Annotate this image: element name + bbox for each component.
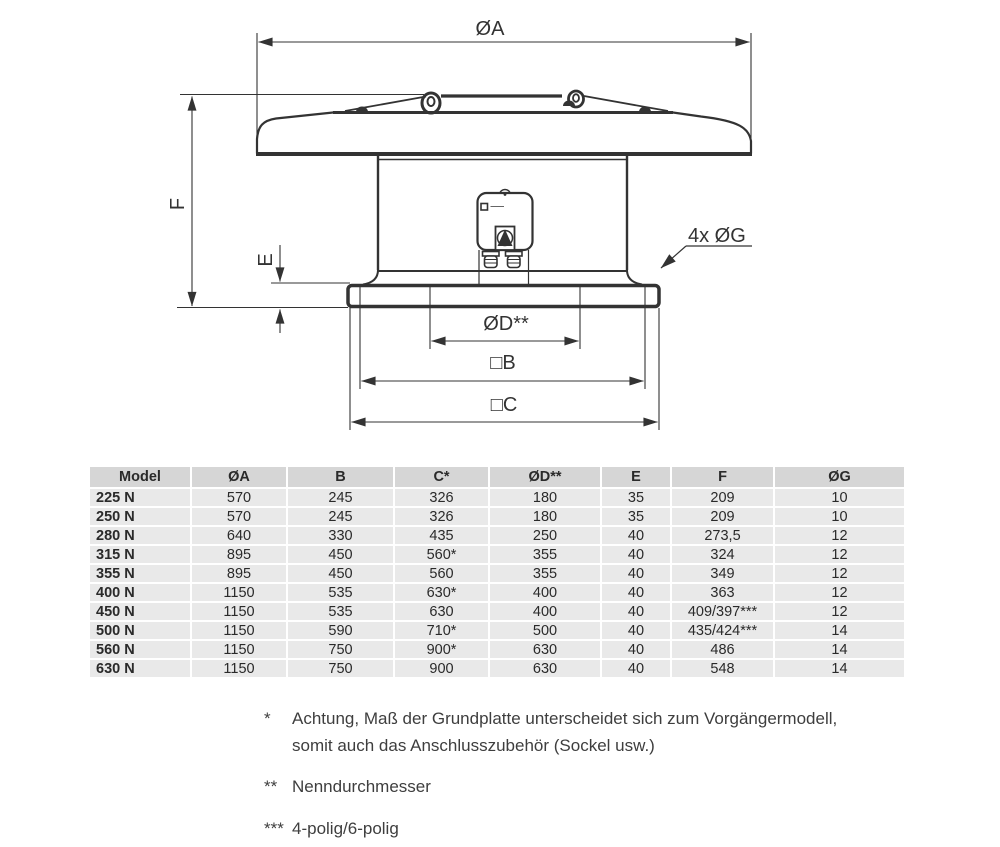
value-cell: 209 <box>672 489 773 506</box>
lifting-eye-left-icon <box>422 93 440 113</box>
value-cell: 535 <box>288 603 393 620</box>
value-cell: 630 <box>395 603 488 620</box>
value-cell: 324 <box>672 546 773 563</box>
model-cell: 500 N <box>90 622 190 639</box>
value-cell: 40 <box>602 546 670 563</box>
table-row <box>90 489 904 506</box>
value-cell: 500 <box>490 622 600 639</box>
value-cell: 450 <box>288 546 393 563</box>
model-cell: 560 N <box>90 641 190 658</box>
value-cell: 400 <box>490 603 600 620</box>
value-cell: 273,5 <box>672 527 773 544</box>
value-cell: 630 <box>490 641 600 658</box>
cable-glands-icon <box>483 252 523 268</box>
value-cell: 245 <box>288 508 393 525</box>
value-cell: 630* <box>395 584 488 601</box>
value-cell: 12 <box>775 565 904 582</box>
value-cell: 1150 <box>192 622 286 639</box>
dim-label-og: 4x ØG <box>688 225 746 247</box>
value-cell: 349 <box>672 565 773 582</box>
footnote-text: 4-polig/6-polig <box>292 818 399 838</box>
value-cell: 40 <box>602 565 670 582</box>
model-cell: 400 N <box>90 584 190 601</box>
dimension-table <box>88 465 906 679</box>
value-cell: 355 <box>490 546 600 563</box>
footnote-3 <box>264 815 924 842</box>
column-header: C* <box>395 467 488 487</box>
value-cell: 1150 <box>192 641 286 658</box>
model-cell: 225 N <box>90 489 190 506</box>
dim-label-e: E <box>255 253 277 267</box>
table-row <box>90 508 904 525</box>
table-row <box>90 565 904 582</box>
dim-og-callout <box>661 225 752 268</box>
value-cell: 710* <box>395 622 488 639</box>
value-cell: 560 <box>395 565 488 582</box>
table-row <box>90 584 904 601</box>
footnote-text: Achtung, Maß der Grundplatte unterscheidet sich zum Vorgängermodell, somit auch das Anschlusszubehör (Sockel usw.) <box>292 709 838 756</box>
value-cell: 400 <box>490 584 600 601</box>
value-cell: 40 <box>602 527 670 544</box>
table-row <box>90 660 904 677</box>
model-cell: 315 N <box>90 546 190 563</box>
value-cell: 40 <box>602 641 670 658</box>
model-cell: 280 N <box>90 527 190 544</box>
model-cell: 355 N <box>90 565 190 582</box>
table-row <box>90 546 904 563</box>
value-cell: 14 <box>775 641 904 658</box>
value-cell: 12 <box>775 546 904 563</box>
dim-label-oa: ØA <box>475 18 505 40</box>
column-header: ØA <box>192 467 286 487</box>
value-cell: 12 <box>775 584 904 601</box>
value-cell: 209 <box>672 508 773 525</box>
value-cell: 1150 <box>192 603 286 620</box>
value-cell: 750 <box>288 641 393 658</box>
value-cell: 895 <box>192 565 286 582</box>
value-cell: 40 <box>602 584 670 601</box>
value-cell: 486 <box>672 641 773 658</box>
value-cell: 40 <box>602 622 670 639</box>
value-cell: 630 <box>490 660 600 677</box>
column-header: ØG <box>775 467 904 487</box>
value-cell: 326 <box>395 508 488 525</box>
value-cell: 409/397*** <box>672 603 773 620</box>
value-cell: 750 <box>288 660 393 677</box>
value-cell: 35 <box>602 508 670 525</box>
base-plate <box>348 286 659 307</box>
value-cell: 14 <box>775 622 904 639</box>
footnote-marker: *** <box>264 818 284 838</box>
value-cell: 1150 <box>192 584 286 601</box>
table-row <box>90 527 904 544</box>
value-cell: 900* <box>395 641 488 658</box>
value-cell: 180 <box>490 508 600 525</box>
value-cell: 10 <box>775 489 904 506</box>
value-cell: 326 <box>395 489 488 506</box>
column-header: B <box>288 467 393 487</box>
model-cell: 250 N <box>90 508 190 525</box>
footnote-marker: ** <box>264 777 278 797</box>
value-cell: 355 <box>490 565 600 582</box>
value-cell: 40 <box>602 660 670 677</box>
table-row <box>90 641 904 658</box>
dim-label-b: □B <box>490 352 516 374</box>
value-cell: 560* <box>395 546 488 563</box>
column-header: ØD** <box>490 467 600 487</box>
footnote-text: Nenndurchmesser <box>292 777 431 797</box>
value-cell: 363 <box>672 584 773 601</box>
fan-hood <box>256 91 752 154</box>
value-cell: 12 <box>775 527 904 544</box>
value-cell: 1150 <box>192 660 286 677</box>
value-cell: 435 <box>395 527 488 544</box>
model-cell: 630 N <box>90 660 190 677</box>
value-cell: 330 <box>288 527 393 544</box>
footnote-1 <box>264 705 924 759</box>
value-cell: 570 <box>192 508 286 525</box>
value-cell: 640 <box>192 527 286 544</box>
value-cell: 245 <box>288 489 393 506</box>
value-cell: 40 <box>602 603 670 620</box>
footnote-2 <box>264 773 924 800</box>
dimension-table-body <box>90 489 904 677</box>
value-cell: 548 <box>672 660 773 677</box>
value-cell: 10 <box>775 508 904 525</box>
hood-bolt-tab <box>563 101 575 107</box>
dim-label-od: ØD** <box>483 313 529 335</box>
value-cell: 12 <box>775 603 904 620</box>
dim-label-c: □C <box>490 394 518 416</box>
value-cell: 14 <box>775 660 904 677</box>
footnote-marker: * <box>264 709 271 728</box>
value-cell: 180 <box>490 489 600 506</box>
model-cell: 450 N <box>90 603 190 620</box>
value-cell: 450 <box>288 565 393 582</box>
dim-e <box>255 245 350 333</box>
column-header: Model <box>90 467 190 487</box>
footnotes <box>264 705 924 847</box>
column-header: E <box>602 467 670 487</box>
dim-label-f: F <box>167 197 189 211</box>
dimension-table-head-row <box>90 467 904 487</box>
value-cell: 570 <box>192 489 286 506</box>
value-cell: 590 <box>288 622 393 639</box>
column-header: F <box>672 467 773 487</box>
value-cell: 435/424*** <box>672 622 773 639</box>
value-cell: 35 <box>602 489 670 506</box>
value-cell: 535 <box>288 584 393 601</box>
value-cell: 895 <box>192 546 286 563</box>
value-cell: 250 <box>490 527 600 544</box>
table-row <box>90 622 904 639</box>
value-cell: 900 <box>395 660 488 677</box>
table-row <box>90 603 904 620</box>
